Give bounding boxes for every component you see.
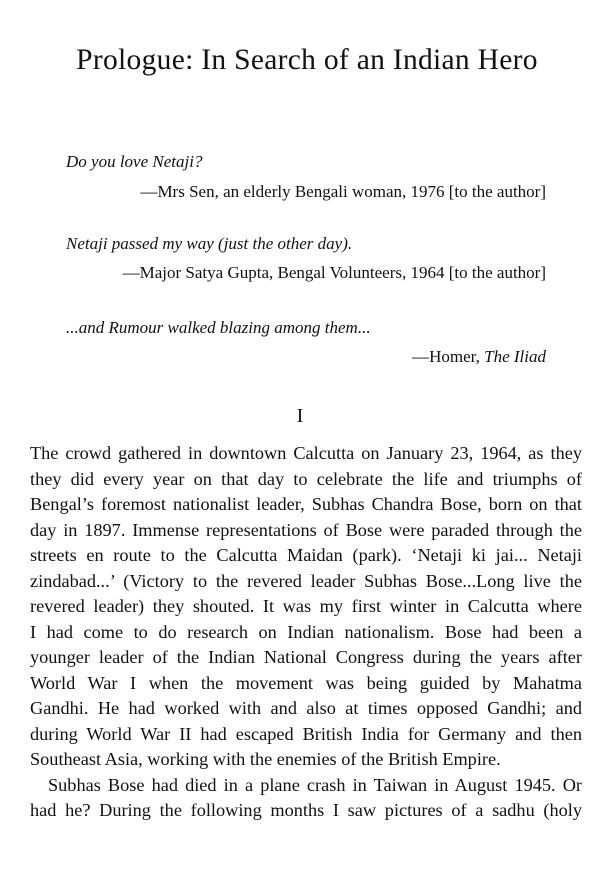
body-line: I had come to do research on Indian nationalism. Bose had been a	[30, 621, 582, 642]
body-line: day in 1897. Immense representations of Bose were paraded through the	[30, 519, 582, 540]
paragraph-1	[30, 441, 582, 773]
body-line: Subhas Bose had died in a plane crash in Taiwan in August 1945. Or	[48, 774, 582, 795]
epigraph-attribution-3	[412, 345, 546, 369]
epigraph-attribution-2: —Major Satya Gupta, Bengal Volunteers, 1964 [to the author]	[122, 263, 546, 282]
body-line: during World War II had escaped British India for Germany and then	[30, 723, 582, 744]
body-text	[30, 441, 582, 824]
section-number: I	[296, 405, 304, 427]
body-line: The crowd gathered in downtown Calcutta on January 23, 1964, as they	[30, 443, 582, 463]
epigraph-attribution-1: —Mrs Sen, an elderly Bengali woman, 1976 [to the author]	[140, 182, 546, 201]
epigraph-quote-3: ...and Rumour walked blazing among them...	[66, 318, 371, 337]
body-line: Bengal’s foremost nationalist leader, Subhas Chandra Bose, born on that	[30, 494, 582, 514]
paragraph-2	[30, 773, 582, 824]
body-line: younger leader of the Indian National Congress during the years after	[30, 647, 582, 667]
epigraph-attribution-3-author: —Homer,	[412, 347, 485, 366]
body-line: had he? During the following months I saw pictures of a sadhu (holy	[30, 800, 582, 820]
body-line: revered leader) they shouted. It was my first winter in Calcutta where	[30, 596, 582, 616]
body-line: Southeast Asia, working with the enemies of the British Empire.	[30, 749, 501, 769]
chapter-title: Prologue: In Search of an Indian Hero	[76, 44, 538, 76]
body-line: zindabad...’ (Victory to the revered leader Subhas Bose...Long live the	[30, 570, 582, 591]
epigraph-attribution-3-work: The Iliad	[484, 347, 546, 366]
body-line: they did every year on that day to celebrate the life and triumphs of	[30, 468, 582, 489]
epigraph-quote-2: Netaji passed my way (just the other day).	[66, 234, 353, 253]
body-line: streets en route to the Calcutta Maidan (park). ‘Netaji ki jai... Netaji	[30, 545, 582, 565]
epigraph-quote-1: Do you love Netaji?	[66, 152, 203, 171]
body-line: Gandhi. He had worked with and also at times opposed Gandhi; and	[30, 698, 582, 718]
body-line: World War I when the movement was being guided by Mahatma	[30, 672, 582, 693]
